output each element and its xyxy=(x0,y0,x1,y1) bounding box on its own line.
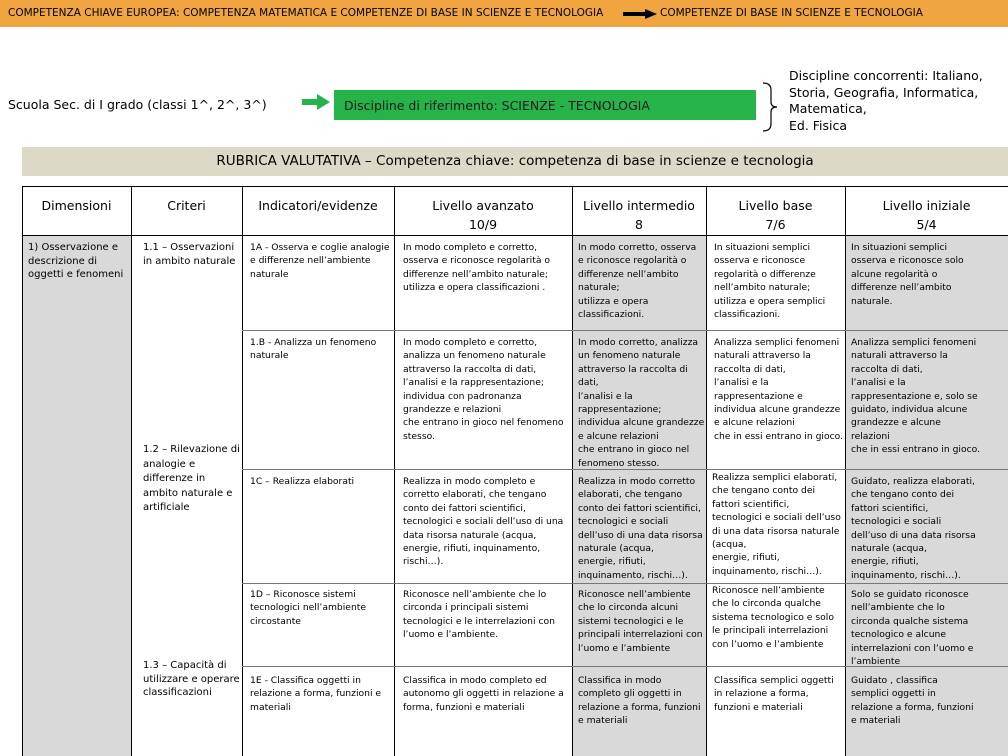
dimension-column-bg xyxy=(22,236,131,756)
reference-disciplines: Discipline di riferimento: SCIENZE - TECNOLOGIA xyxy=(334,90,756,120)
criterion-cell: 1.2 – Rilevazione di analogie e differenze in ambito naturale e artificiale xyxy=(143,444,240,513)
header-bottom-border xyxy=(22,235,1008,236)
header-level-base xyxy=(706,196,845,234)
level-cell-advanced: Classifica in modo completo ed autonomo gli oggetti in relazione a forma, funzioni e materiali xyxy=(403,675,564,713)
indicator-cell: 1D – Riconosce sistemi tecnologici nell’ambiente circostante xyxy=(250,589,367,627)
level-cell-intermediate: Realizza in modo corretto elaborati, che tengano conto dei fattori scientifici, tecnologici e sociali dell’uso di una data risorsa naturale (acqua, energie, rifiuti, inquinamento, rischi…). xyxy=(578,476,703,581)
concurrent-line: Discipline concorrenti: Italiano, xyxy=(789,68,983,83)
arrow-right-icon xyxy=(623,9,657,19)
school-level: Scuola Sec. di I grado (classi 1^, 2^, 3^) xyxy=(8,97,267,112)
column-divider xyxy=(242,186,243,756)
level-cell-intermediate: Classifica in modo completo gli oggetti in relazione a forma, funzioni e materiali xyxy=(578,675,701,727)
top-banner xyxy=(0,0,1008,27)
criterion-cell: 1.1 – Osservazioni in ambito naturale xyxy=(143,242,236,267)
header-criteria: Criteri xyxy=(167,198,206,213)
level-cell-base: Analizza semplici fenomeni naturali attraverso la raccolta di dati, l’analisi e la rappresentazione e individua alcune grandezze e alcune relazioni che in essi entrano in gioco. xyxy=(714,337,844,442)
level-cell-intermediate: In modo corretto, analizza un fenomeno naturale attraverso la raccolta di dati, l’analisi e la rappresentazione; individua alcune grandezze e alcune relazioni che entrano in gioco nel fenomeno stesso. xyxy=(578,337,705,469)
level-grade: 5/4 xyxy=(916,217,937,232)
level-cell-initial: In situazioni semplici osserva e riconosce solo alcune regolarità o differenze nell’ambito naturale. xyxy=(851,242,964,307)
level-cell-base: Realizza semplici elaborati, che tengano conto dei fattori scientifici, tecnologici e sociali dell’uso di una data risorsa naturale (acqua, energie, rifiuti, inquinamento, rischi…). xyxy=(712,472,841,577)
dimension-cell: 1) Osservazione e descrizione di oggetti e fenomeni xyxy=(28,242,124,280)
level-cell-advanced: Riconosce nell’ambiente che lo circonda i principali sistemi tecnologici e le interrelazioni con l’uomo e l’ambiente. xyxy=(403,589,555,641)
indicator-cell: 1E - Classifica oggetti in relazione a forma, funzioni e materiali xyxy=(250,675,382,713)
level-grade: 7/6 xyxy=(765,217,786,232)
row-divider xyxy=(242,583,1008,584)
concurrent-line: Matematica, xyxy=(789,101,867,116)
level-cell-initial: Guidato , classifica semplici oggetti in relazione a forma, funzioni e materiali xyxy=(851,675,974,727)
table-left-border xyxy=(22,186,23,756)
indicator-cell: 1C – Realizza elaborati xyxy=(250,476,355,487)
level-grade: 8 xyxy=(635,217,643,232)
concurrent-disciplines xyxy=(789,68,1004,134)
level-cell-base: Riconosce nell’ambiente che lo circonda qualche sistema tecnologico e solo le principali interrelazioni con l’uomo e l’ambiente xyxy=(712,585,834,650)
column-divider xyxy=(394,186,395,756)
header-level-intermediate xyxy=(572,196,706,234)
indicator-cell: 1.B - Analizza un fenomeno naturale xyxy=(250,337,377,362)
criterion-cell: 1.3 – Capacità di utilizzare e operare classificazioni xyxy=(143,660,240,698)
level-name: Livello iniziale xyxy=(882,198,971,213)
level-cell-intermediate: Riconosce nell’ambiente che lo circonda alcuni sistemi tecnologici e le principali interrelazioni con l’uomo e l’ambiente xyxy=(578,589,703,654)
header-level-advanced xyxy=(394,196,572,234)
header-dimensions: Dimensioni xyxy=(41,198,112,213)
column-divider xyxy=(131,186,132,756)
header-level-initial xyxy=(845,196,1008,234)
indicator-cell: 1A - Osserva e coglie analogie e differenze nell’ambiente naturale xyxy=(250,242,390,280)
column-divider xyxy=(572,186,573,756)
top-banner-right-text: COMPETENZE DI BASE IN SCIENZE E TECNOLOGIA xyxy=(660,7,923,19)
level-name: Livello intermedio xyxy=(583,198,695,213)
brace-icon xyxy=(759,82,779,132)
level-cell-initial: Solo se guidato riconosce nell’ambiente che lo circonda qualche sistema tecnologico e alcune interrelazioni con l’uomo e l’ambiente xyxy=(851,589,974,668)
header-indicators: Indicatori/evidenze xyxy=(258,198,378,213)
level-cell-advanced: In modo completo e corretto, osserva e riconosce regolarità o differenze nell’ambito naturale; utilizza e opera classificazioni . xyxy=(403,242,551,294)
column-divider xyxy=(845,186,846,756)
level-cell-intermediate: In modo corretto, osserva e riconosce regolarità o differenze nell’ambito naturale; utilizza e opera classificazioni. xyxy=(578,242,697,321)
level-cell-base: Classifica semplici oggetti in relazione a forma, funzioni e materiali xyxy=(714,675,834,713)
level-cell-initial: Guidato, realizza elaborati, che tengano conto dei fattori scientifici, tecnologici e sociali dell’uso di una data risorsa naturale (acqua, energie, rifiuti, inquinamento, rischi…). xyxy=(851,476,976,581)
level-cell-initial: Analizza semplici fenomeni naturali attraverso la raccolta di dati, l’analisi e la rappresentazione e, solo se guidato, individua alcune grandezze e alcune relazioni che in essi entrano in gioco. xyxy=(851,337,981,456)
level-cell-base: In situazioni semplici osserva e riconosce regolarità o differenze nell’ambito naturale; utilizza e opera semplici classificazioni. xyxy=(714,242,826,321)
level-name: Livello base xyxy=(738,198,813,213)
top-banner-left-text: COMPETENZA CHIAVE EUROPEA: COMPETENZA MATEMATICA E COMPETENZE DI BASE IN SCIENZE E TECNOLOGIA xyxy=(8,7,604,19)
level-grade: 10/9 xyxy=(468,217,498,232)
concurrent-line: Ed. Fisica xyxy=(789,117,848,133)
level-cell-advanced: In modo completo e corretto, analizza un fenomeno naturale attraverso la raccolta di dati, l’analisi e la rappresentazione; individua con padronanza grandezze e relazioni che entrano in gioco nel fenomeno stesso. xyxy=(403,337,564,442)
column-divider xyxy=(706,186,707,756)
table-top-border xyxy=(22,186,1008,187)
level-name: Livello avanzato xyxy=(432,198,534,213)
concurrent-line: Storia, Geografia, Informatica, xyxy=(789,84,979,100)
row-divider xyxy=(242,330,1008,331)
level-cell-advanced: Realizza in modo completo e corretto elaborati, che tengano conto dei fattori scientifici, tecnologici e sociali dell’uso di una data risorsa naturale (acqua, energie, rifiuti, inquinamento, rischi…). xyxy=(403,476,564,568)
rubric-title: RUBRICA VALUTATIVA – Competenza chiave: competenza di base in scienze e tecnologia xyxy=(22,147,1008,176)
arrow-right-icon xyxy=(302,94,330,110)
